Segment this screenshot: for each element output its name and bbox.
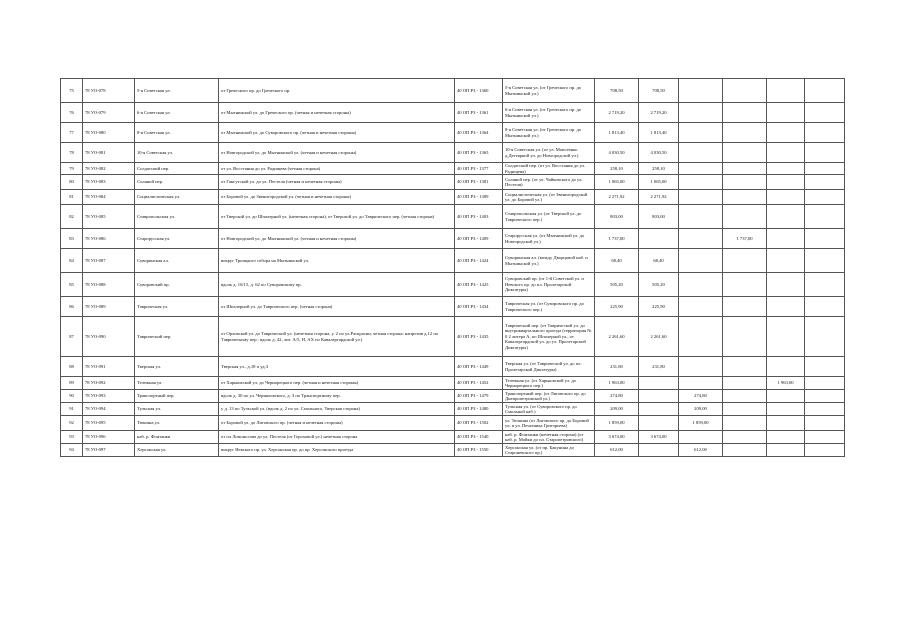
table-row — [61, 403, 845, 416]
cell-value-col-9 — [723, 403, 767, 416]
cell-value-col-7: 708,50 — [639, 79, 679, 103]
cell-doc-number: 40 ОП РЗ - 1360 — [455, 79, 503, 103]
roads-registry-table — [60, 78, 845, 457]
cell-doc-number: 40 ОП РЗ - 1434 — [455, 297, 503, 317]
cell-empty-col — [805, 431, 845, 444]
cell-value-col-7: 2 261,60 — [639, 317, 679, 357]
cell-value-col-8 — [679, 431, 723, 444]
cell-total-length: 3 674,00 — [595, 431, 639, 444]
cell-num: 78 — [61, 143, 83, 163]
cell-total-length: 1 065,00 — [595, 175, 639, 190]
cell-name: 8-я Советская ул. — [135, 123, 219, 143]
table-row — [61, 431, 845, 444]
cell-doc-number: 40 ОП РЗ - 1389 — [455, 190, 503, 205]
cell-empty-col — [805, 377, 845, 390]
cell-extent: от ул. Восстания до ул. Радищева (четная сторона) — [219, 163, 455, 175]
cell-description: 8-я Советская ул. (от Греческого пр. до Мытнинской ул.) — [503, 123, 595, 143]
cell-doc-number: 40 ОП РЗ - 1361 — [455, 103, 503, 123]
cell-doc-number: 40 ОП РЗ - 1425 — [455, 273, 503, 297]
cell-num: 79 — [61, 163, 83, 175]
cell-value-col-10 — [767, 444, 805, 457]
cell-code: 78 УО-087 — [83, 249, 135, 273]
cell-doc-number: 40 ОП РЗ - 1540 — [455, 431, 503, 444]
cell-total-length: 708,50 — [595, 79, 639, 103]
cell-description: Таврический пер. (от Таврической ул. до внутриквартального проезда (территория № 0 2 литера А, по Шпалерной ул., от Кавалергардской ул. до ул. Пролетарской Диктатуры) — [503, 317, 595, 357]
cell-total-length: 2 271,92 — [595, 190, 639, 205]
cell-name: Херсонская ул. — [135, 444, 219, 457]
table-row — [61, 175, 845, 190]
cell-num: 83 — [61, 229, 83, 249]
cell-value-col-10 — [767, 79, 805, 103]
table-row — [61, 377, 845, 390]
cell-name: Тележная ул. — [135, 377, 219, 390]
cell-value-col-8 — [679, 273, 723, 297]
cell-num: 92 — [61, 416, 83, 431]
cell-extent: вокруг Невского пр. ул. Херсонская пр. до пр. Херсонского проезда — [219, 444, 455, 457]
cell-code: 78 УО-085 — [83, 205, 135, 229]
cell-empty-col — [805, 190, 845, 205]
cell-code: 78 УО-078 — [83, 79, 135, 103]
cell-value-col-8: 612,00 — [679, 444, 723, 457]
cell-total-length: 1 859,00 — [595, 416, 639, 431]
cell-doc-number: 40 ОП РЗ - 1479 — [455, 390, 503, 403]
cell-value-col-8 — [679, 205, 723, 229]
cell-num: 90 — [61, 390, 83, 403]
cell-code: 78 УО-090 — [83, 317, 135, 357]
cell-code: 78 УО-095 — [83, 416, 135, 431]
cell-value-col-7 — [639, 229, 679, 249]
cell-code: 78 УО-097 — [83, 444, 135, 457]
cell-value-col-7: 1 065,00 — [639, 175, 679, 190]
cell-doc-number: 40 ОП РЗ - 1435 — [455, 317, 503, 357]
cell-num: 86 — [61, 297, 83, 317]
cell-code: 78 УО-082 — [83, 163, 135, 175]
cell-value-col-10 — [767, 103, 805, 123]
cell-extent: от Новгородской ул. до Мытнинской ул. (четная и нечетная стороны) — [219, 229, 455, 249]
table-row — [61, 297, 845, 317]
cell-total-length: 225,90 — [595, 297, 639, 317]
table-row — [61, 416, 845, 431]
cell-value-col-8 — [679, 317, 723, 357]
cell-value-col-10 — [767, 390, 805, 403]
cell-name: Тюшина ул. — [135, 416, 219, 431]
cell-doc-number: 40 ОП РЗ - 1403 — [455, 205, 503, 229]
cell-extent: вдоль д. 16/15, д. 62 по Суворовскому пр. — [219, 273, 455, 297]
cell-total-length: 68,40 — [595, 249, 639, 273]
cell-value-col-8 — [679, 175, 723, 190]
cell-extent: от Новгородской ул. до Мытнинской ул. (четная и нечетная стороны) — [219, 143, 455, 163]
table-row — [61, 190, 845, 205]
cell-extent: от Мытнинской ул. до Греческого пр. (четная и нечетная стороны) — [219, 103, 455, 123]
cell-total-length: 258,10 — [595, 163, 639, 175]
cell-value-col-9 — [723, 190, 767, 205]
cell-name: 6-я Советская ул. — [135, 103, 219, 123]
cell-extent: вокруг Троицкого собора на Мытнинской ул. — [219, 249, 455, 273]
cell-doc-number: 40 ОП РЗ - 1364 — [455, 123, 503, 143]
cell-doc-number: 40 ОП РЗ - 1550 — [455, 444, 503, 457]
cell-description: Тульская ул. (от Суворовского пр. до Смольной наб.) — [503, 403, 595, 416]
cell-code: 78 УО-083 — [83, 175, 135, 190]
cell-num: 93 — [61, 431, 83, 444]
cell-code: 78 УО-093 — [83, 390, 135, 403]
cell-value-col-10 — [767, 175, 805, 190]
cell-value-col-8: 1 859,00 — [679, 416, 723, 431]
cell-value-col-9 — [723, 357, 767, 377]
cell-value-col-10 — [767, 229, 805, 249]
cell-description: 5-я Советская ул. (от Греческого пр. до Мытнинской ул.) — [503, 79, 595, 103]
cell-empty-col — [805, 416, 845, 431]
cell-value-col-8 — [679, 357, 723, 377]
cell-extent: у д. 13 по Тульской ул. (вдоль д. 2 по ул. Смольного, Тверская сторона) — [219, 403, 455, 416]
cell-value-col-9 — [723, 249, 767, 273]
cell-description: Тверская ул. (от Таврической ул. до пл. Пролетарской Диктатуры) — [503, 357, 595, 377]
cell-value-col-10 — [767, 249, 805, 273]
cell-description: Херсонская ул. (от пр. Бакунина до Староневского пр.) — [503, 444, 595, 457]
cell-value-col-9 — [723, 143, 767, 163]
cell-doc-number: 40 ОП РЗ - 1449 — [455, 357, 503, 377]
cell-total-length: 274,80 — [595, 390, 639, 403]
cell-doc-number: 40 ОП РЗ - 1381 — [455, 175, 503, 190]
cell-extent: от Шпалерной ул. до Таврического пер. (четная сторона) — [219, 297, 455, 317]
cell-empty-col — [805, 297, 845, 317]
cell-name: Ставропольская ул. — [135, 205, 219, 229]
cell-num: 84 — [61, 249, 83, 273]
cell-empty-col — [805, 249, 845, 273]
cell-extent: от Боровой ул. до Звенигородской ул. (четная и нечетная стороны) — [219, 190, 455, 205]
cell-value-col-7 — [639, 377, 679, 390]
cell-value-col-8: 274,80 — [679, 390, 723, 403]
cell-value-col-10: 1 963,00 — [767, 377, 805, 390]
cell-empty-col — [805, 103, 845, 123]
cell-name: Таврический пер. — [135, 317, 219, 357]
cell-value-col-10 — [767, 403, 805, 416]
cell-num: 87 — [61, 317, 83, 357]
cell-value-col-9 — [723, 205, 767, 229]
cell-name: Солдатский пер. — [135, 163, 219, 175]
cell-doc-number: 40 ОП РЗ - 1452 — [455, 377, 503, 390]
cell-description: Транспортный пер. (от Лиговского пр. до Днепропетровской ул.) — [503, 390, 595, 403]
cell-num: 94 — [61, 444, 83, 457]
cell-empty-col — [805, 175, 845, 190]
cell-description: Суворовский пр. (от 1-й Советской ул. и Невского пр. до пл. Пролетарской Диктатуры) — [503, 273, 595, 297]
cell-num: 76 — [61, 103, 83, 123]
cell-code: 78 УО-084 — [83, 190, 135, 205]
cell-value-col-9 — [723, 297, 767, 317]
cell-num: 85 — [61, 273, 83, 297]
cell-empty-col — [805, 205, 845, 229]
cell-empty-col — [805, 403, 845, 416]
cell-description: Ставропольская ул. (от Тверской ул. до Таврического пер.) — [503, 205, 595, 229]
cell-name: 5-я Советская ул. — [135, 79, 219, 103]
cell-num: 80 — [61, 175, 83, 190]
cell-value-col-8 — [679, 163, 723, 175]
table-row — [61, 103, 845, 123]
cell-value-col-8 — [679, 143, 723, 163]
cell-code: 78 УО-096 — [83, 431, 135, 444]
cell-value-col-9 — [723, 273, 767, 297]
cell-num: 88 — [61, 357, 83, 377]
cell-description: Тележная ул. (от Харьковской ул. до Чернорецкого пер.) — [503, 377, 595, 390]
table-row — [61, 143, 845, 163]
cell-total-length: 612,00 — [595, 444, 639, 457]
cell-value-col-9 — [723, 390, 767, 403]
cell-name: наб. р. Фонтанки — [135, 431, 219, 444]
cell-empty-col — [805, 229, 845, 249]
cell-value-col-8 — [679, 377, 723, 390]
cell-value-col-10 — [767, 190, 805, 205]
cell-extent: от Боровой ул. до Лиговского пр. (четная и нечетная стороны) — [219, 416, 455, 431]
cell-extent: от пл.Ломоносова до ул. Пестеля (от Гороховой ул.) нечетная сторона — [219, 431, 455, 444]
cell-value-col-7: 505,20 — [639, 273, 679, 297]
cell-code: 78 УО-092 — [83, 377, 135, 390]
cell-empty-col — [805, 79, 845, 103]
cell-num: 77 — [61, 123, 83, 143]
cell-empty-col — [805, 390, 845, 403]
cell-total-length: 2 719,20 — [595, 103, 639, 123]
table-row — [61, 123, 845, 143]
cell-empty-col — [805, 357, 845, 377]
cell-value-col-7: 2 271,92 — [639, 190, 679, 205]
table-row — [61, 357, 845, 377]
table-row — [61, 229, 845, 249]
cell-doc-number: 40 ОП РЗ - 1480 — [455, 403, 503, 416]
cell-name: 10-я Советская ул. — [135, 143, 219, 163]
table-row — [61, 163, 845, 175]
cell-value-col-10 — [767, 143, 805, 163]
cell-extent: от Тверской ул. до Шпалерной ул. (нечетная сторона), от Тверской ул. до Таврического пер. (четная сторона) — [219, 205, 455, 229]
cell-value-col-7: 4 030,50 — [639, 143, 679, 163]
cell-code: 78 УО-086 — [83, 229, 135, 249]
cell-value-col-9 — [723, 175, 767, 190]
cell-num: 75 — [61, 79, 83, 103]
cell-num: 89 — [61, 377, 83, 390]
cell-value-col-8 — [679, 103, 723, 123]
cell-description: Социалистическая ул. (от Звенигородской ул. до Боровой ул.) — [503, 190, 595, 205]
cell-extent: от Гангутской ул. до ул. Пестеля (четная и нечетная стороны) — [219, 175, 455, 190]
cell-total-length: 2 261,60 — [595, 317, 639, 357]
cell-value-col-10 — [767, 297, 805, 317]
cell-value-col-10 — [767, 357, 805, 377]
cell-code: 78 УО-081 — [83, 143, 135, 163]
cell-value-col-9: 1 737,00 — [723, 229, 767, 249]
cell-value-col-9 — [723, 317, 767, 357]
cell-value-col-9 — [723, 431, 767, 444]
cell-empty-col — [805, 317, 845, 357]
cell-total-length: 505,20 — [595, 273, 639, 297]
cell-value-col-7: 3 674,00 — [639, 431, 679, 444]
cell-extent: от Орловской ул. до Таврической ул. (нечетная сторона, у. 2 по ул.Раскрасин, четная сторона: напротив д.12 по Таврическому пер.: вдоль д. 42, лит. А/5, Н, АХ по Кавалергардской ул.) — [219, 317, 455, 357]
cell-extent: от Греческого пр. до Греческого пр. — [219, 79, 455, 103]
cell-total-length: 1 963,00 — [595, 377, 639, 390]
cell-value-col-8 — [679, 297, 723, 317]
cell-description: Старорусская ул. (от Мытнинской ул. до Новгородской ул.) — [503, 229, 595, 249]
cell-value-col-10 — [767, 163, 805, 175]
cell-value-col-7: 231,80 — [639, 357, 679, 377]
cell-description: Соляной пер. (от ул. Чайковского до ул. Пестеля) — [503, 175, 595, 190]
cell-total-length: 1 813,40 — [595, 123, 639, 143]
cell-value-col-10 — [767, 416, 805, 431]
cell-value-col-8 — [679, 229, 723, 249]
cell-code: 78 УО-079 — [83, 103, 135, 123]
cell-code: 78 УО-089 — [83, 297, 135, 317]
cell-value-col-7: 803,00 — [639, 205, 679, 229]
cell-extent: Тверская ул., д.18 п уд.3 — [219, 357, 455, 377]
cell-value-col-8 — [679, 123, 723, 143]
cell-description: Суворинская ал. (между Дворцовой наб. и Мытнинской ул.) — [503, 249, 595, 273]
cell-total-length: 4 030,50 — [595, 143, 639, 163]
cell-extent: от Мытнинской ул. до Суворовского пр. (четная и нечетная стороны) — [219, 123, 455, 143]
cell-value-col-10 — [767, 431, 805, 444]
cell-name: Старорусская ул. — [135, 229, 219, 249]
cell-value-col-10 — [767, 123, 805, 143]
cell-code: 78 УО-080 — [83, 123, 135, 143]
table-row — [61, 444, 845, 457]
cell-value-col-9 — [723, 79, 767, 103]
cell-value-col-9 — [723, 444, 767, 457]
cell-value-col-7 — [639, 390, 679, 403]
cell-description: ул. Тюшина (от Лиговского пр. до Боровой ул. и ул. Печатника Григорьева) — [503, 416, 595, 431]
cell-name: Суворинская ал. — [135, 249, 219, 273]
cell-name: Тверская ул. — [135, 357, 219, 377]
cell-num: 82 — [61, 205, 83, 229]
cell-description: Солдатский пер. (от ул. Восстания до ул. Радищева) — [503, 163, 595, 175]
cell-empty-col — [805, 143, 845, 163]
cell-value-col-7: 225,90 — [639, 297, 679, 317]
cell-value-col-7: 68,40 — [639, 249, 679, 273]
cell-doc-number: 40 ОП РЗ - 1365 — [455, 143, 503, 163]
cell-empty-col — [805, 444, 845, 457]
table-row — [61, 79, 845, 103]
cell-empty-col — [805, 123, 845, 143]
cell-value-col-7 — [639, 444, 679, 457]
table-row — [61, 390, 845, 403]
cell-name: Тульская ул. — [135, 403, 219, 416]
cell-value-col-7: 2 719,20 — [639, 103, 679, 123]
cell-name: Соляной пер. — [135, 175, 219, 190]
cell-value-col-10 — [767, 273, 805, 297]
cell-description: Таврическая ул. (от Суворовского пр. до Таврического пер.) — [503, 297, 595, 317]
cell-description: 6-я Советская ул. (от Греческого пр. до Мытнинской ул.) — [503, 103, 595, 123]
cell-num: 91 — [61, 403, 83, 416]
cell-empty-col — [805, 163, 845, 175]
cell-name: Таврическая ул. — [135, 297, 219, 317]
cell-description: 10-я Советская ул. (от ул. Моисеенко д.Дегтярной ул. до Новгородской ул.) — [503, 143, 595, 163]
cell-value-col-8: 209,00 — [679, 403, 723, 416]
cell-empty-col — [805, 273, 845, 297]
cell-value-col-8 — [679, 190, 723, 205]
cell-total-length: 231,80 — [595, 357, 639, 377]
cell-value-col-9 — [723, 123, 767, 143]
table-row — [61, 273, 845, 297]
cell-value-col-8 — [679, 249, 723, 273]
cell-value-col-9 — [723, 103, 767, 123]
cell-code: 78 УО-088 — [83, 273, 135, 297]
cell-doc-number: 40 ОП РЗ - 1377 — [455, 163, 503, 175]
table-row — [61, 317, 845, 357]
cell-description: наб. р. Фонтанки (нечетная сторона) (от наб. р. Мойки до пл. Старопетровского) — [503, 431, 595, 444]
cell-extent: вдоль д. 30 по ул. Черняховского, д. 3 по Транспортному пер. — [219, 390, 455, 403]
cell-total-length: 209,00 — [595, 403, 639, 416]
cell-value-col-9 — [723, 163, 767, 175]
cell-value-col-8 — [679, 79, 723, 103]
cell-value-col-7 — [639, 403, 679, 416]
cell-name: Социалистическая ул. — [135, 190, 219, 205]
cell-value-col-7 — [639, 416, 679, 431]
cell-name: Суворовский пр. — [135, 273, 219, 297]
cell-value-col-9 — [723, 416, 767, 431]
cell-value-col-7: 1 813,40 — [639, 123, 679, 143]
cell-num: 81 — [61, 190, 83, 205]
cell-extent: от Харьковской ул. до Чернорецкого пер. (четная и нечетная стороны) — [219, 377, 455, 390]
cell-total-length: 803,00 — [595, 205, 639, 229]
cell-value-col-10 — [767, 205, 805, 229]
cell-doc-number: 40 ОП РЗ - 1424 — [455, 249, 503, 273]
table-row — [61, 249, 845, 273]
cell-code: 78 УО-091 — [83, 357, 135, 377]
cell-doc-number: 40 ОП РЗ - 1502 — [455, 416, 503, 431]
cell-code: 78 УО-094 — [83, 403, 135, 416]
cell-total-length: 1 737,00 — [595, 229, 639, 249]
cell-value-col-9 — [723, 377, 767, 390]
cell-name: Транспортный пер. — [135, 390, 219, 403]
cell-value-col-7: 258,10 — [639, 163, 679, 175]
cell-doc-number: 40 ОП РЗ - 1409 — [455, 229, 503, 249]
table-row — [61, 205, 845, 229]
cell-value-col-10 — [767, 317, 805, 357]
